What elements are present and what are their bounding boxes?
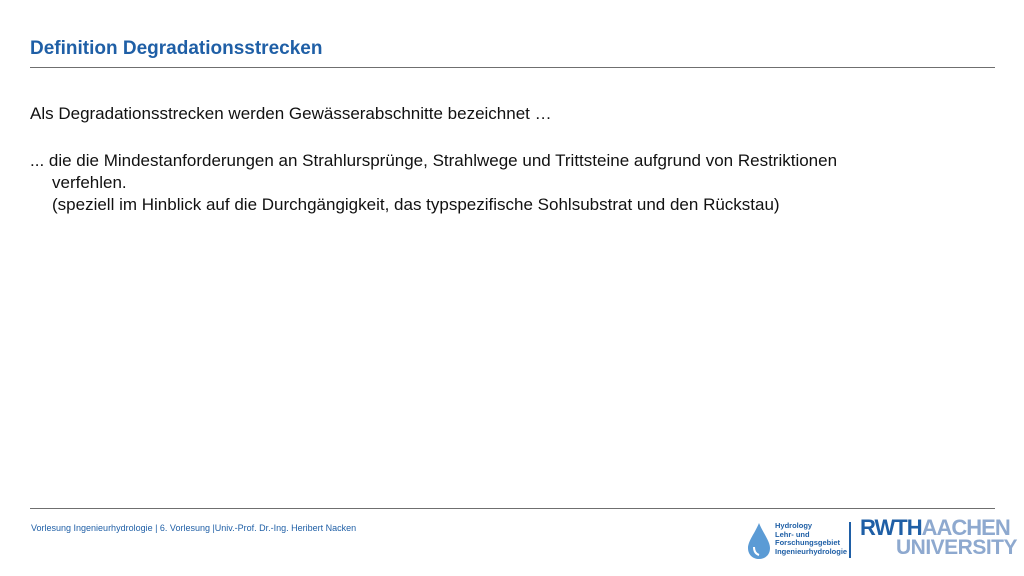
rwth-logo-part1: RWTH xyxy=(860,515,922,540)
hydro-line-1: Hydrology xyxy=(775,521,813,530)
footer-divider xyxy=(30,508,995,509)
point-line-2: verfehlen. xyxy=(52,173,127,192)
hydro-line-2: Lehr- und xyxy=(775,529,810,539)
header-divider xyxy=(30,67,995,68)
footer-text: Vorlesung Ingenieurhydrologie | 6. Vorlesung |Univ.-Prof. Dr.-Ing. Heribert Nacken xyxy=(31,523,357,533)
rwth-logo xyxy=(860,515,1018,559)
point-line-3: (speziell im Hinblick auf die Durchgängigkeit, das typspezifische Sohlsubstrat und den Rückstau) xyxy=(52,195,780,214)
rwth-logo-part3: UNIVERSITY xyxy=(896,536,1018,559)
definition-point xyxy=(30,150,990,216)
point-line-1: ... die die Mindestanforderungen an Strahlursprünge, Strahlwege und Trittsteine aufgrund von Restriktionen xyxy=(30,151,838,170)
logo-divider xyxy=(849,522,851,558)
hydro-line-3: Forschungsgebiet xyxy=(775,538,841,548)
intro-text: Als Degradationsstrecken werden Gewässerabschnitte bezeichnet … xyxy=(30,104,552,123)
hydro-line-4: Ingenieurhydrologie xyxy=(775,546,848,556)
rwth-logo-part2: AACHEN xyxy=(921,515,1010,540)
hydrology-institute-label xyxy=(775,522,847,556)
slide-title: Definition Degradationsstrecken xyxy=(30,38,323,59)
